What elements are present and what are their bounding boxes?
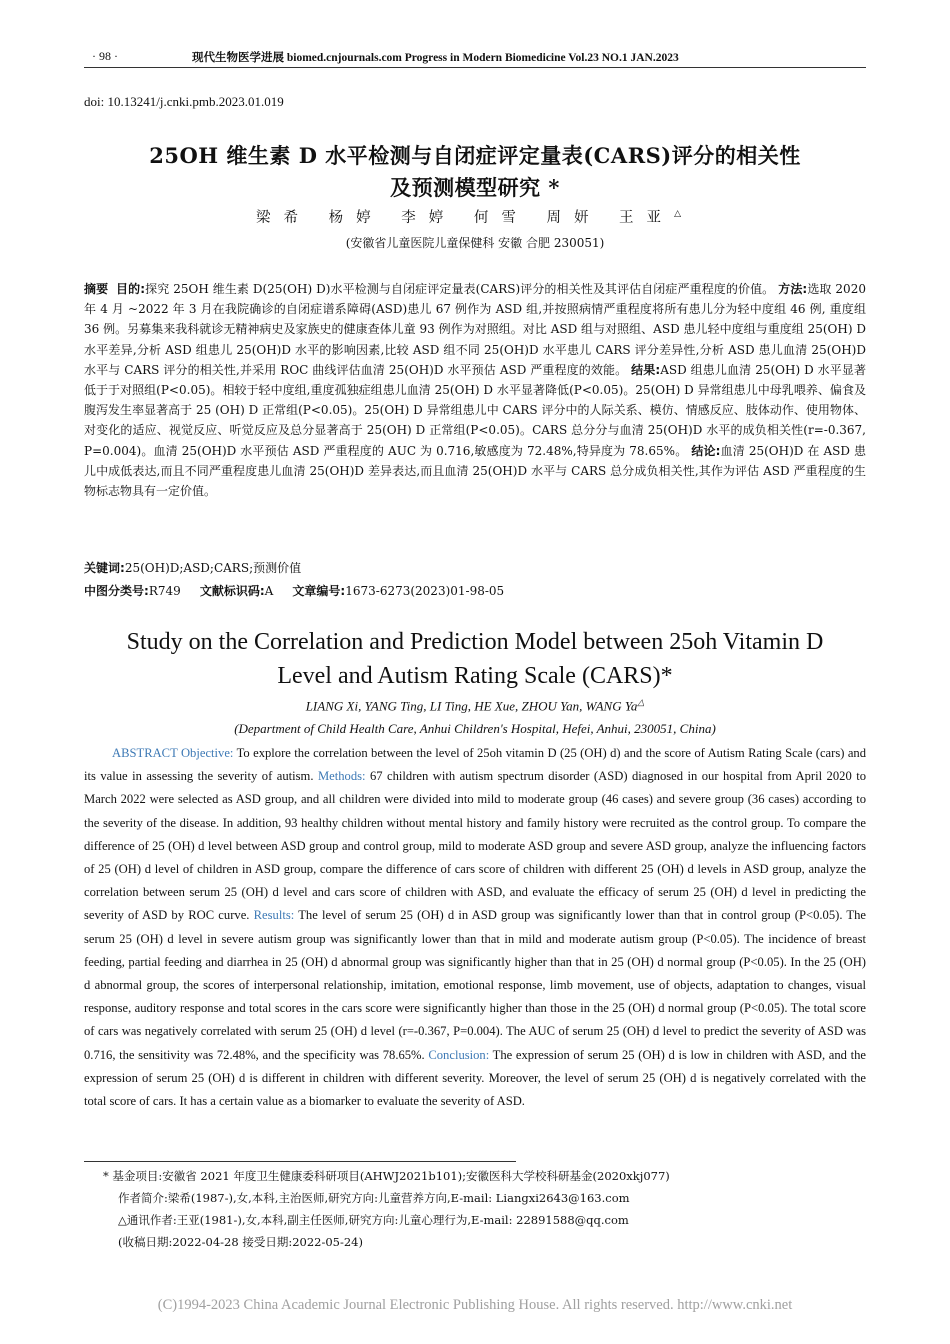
en-methods-label: Methods: bbox=[317, 769, 366, 784]
en-author-names: LIANG Xi, YANG Ting, LI Ting, HE Xue, ZHOU Yan, WANG Ya bbox=[305, 698, 638, 714]
cn-conclusion: 血清 25(OH)D 在 ASD 患儿中成低表达,而且不同严重程度患儿血清 25(OH)D 差异表达,而且血清 25(OH)D 水平与 CARS 总分成负相关性,其作为评估 ASD 严重程度的生物标志物具有一定价值。 bbox=[84, 443, 866, 499]
cn-author-names: 梁希 杨婷 李婷 何雪 周妍 王亚 bbox=[256, 210, 675, 226]
cn-title-line2: 及预测模型研究 * bbox=[390, 175, 560, 200]
running-header bbox=[84, 47, 866, 68]
doc-code-label: 文献标识码: bbox=[199, 584, 265, 598]
cn-objective: 探究 25OH 维生素 D(25(OH) D)水平检测与自闭症评定量表(CARS)评分的相关性及其评估自闭症严重程度的价值。 bbox=[145, 282, 775, 296]
footnote-divider bbox=[84, 1161, 516, 1162]
doc-code-value: A bbox=[264, 584, 274, 598]
cn-authors bbox=[0, 206, 950, 227]
en-objective: To explore the correlation between the level of 25oh vitamin D (25 (OH) d) and the score of Autism Rating Scale (cars) and its value in assessing the severity of autism. bbox=[84, 746, 867, 784]
en-abstract-label: ABSTRACT Objective: bbox=[112, 746, 234, 760]
en-author-mark: △ bbox=[637, 697, 645, 707]
article-no-label: 文章编号: bbox=[292, 584, 346, 598]
cn-conclusion-label: 结论: bbox=[691, 443, 721, 458]
article-no-value: 1673-6273(2023)01-98-05 bbox=[345, 584, 505, 598]
footnote-author-intro: 作者简介:梁希(1987-),女,本科,主治医师,研究方向:儿童营养方向,E-mail: Liangxi2643@163.com bbox=[118, 1191, 630, 1205]
en-title-line2: Level and Autism Rating Scale (CARS)* bbox=[277, 663, 673, 689]
footnote-dates: (收稿日期:2022-04-28 接受日期:2022-05-24) bbox=[118, 1235, 363, 1249]
en-affiliation: (Department of Child Health Care, Anhui Children's Hospital, Hefei, Anhui, 230051, China) bbox=[234, 721, 716, 736]
doi[interactable]: doi: 10.13241/j.cnki.pmb.2023.01.019 bbox=[84, 94, 284, 109]
cn-keywords-label: 关键词: bbox=[84, 561, 125, 575]
clc-value: R749 bbox=[148, 584, 181, 598]
journal-line: 现代生物医学进展 biomed.cnjournals.com Progress in Modern Biomedicine Vol.23 NO.1 JAN.2023 bbox=[192, 52, 679, 64]
en-methods: 67 children with autism spectrum disorder (ASD) diagnosed in our hospital from April 2020 to March 2022 were selected as ASD group, and all children were divided into mild to moderate group (46 cases) and severe group (36 cases) according to the severity of the disease. In addition, 93 healthy children without mental history and family history were recruited as the control group. To compare the difference of 25 (OH) d level between ASD group and control group, mild to moderate ASD group and severe ASD group, analyze the influencing factors of 25 (OH) d level of children in ASD group, compare the difference of cars score of children with different 25 (OH) d levels in ASD group, analyze the correlation between serum 25 (OH) d level and cars score of children with ASD, and evaluate the efficacy of serum 25 (OH) d level in predicting the severity of ASD by ROC curve. bbox=[84, 769, 866, 923]
clc-label: 中图分类号: bbox=[84, 584, 149, 598]
copyright-watermark: (C)1994-2023 China Academic Journal Electronic Publishing House. All rights reserved. http://www.cnki.net bbox=[157, 1297, 793, 1313]
cn-abstract-label: 摘要 bbox=[84, 282, 109, 296]
cn-methods-label: 方法: bbox=[778, 282, 808, 296]
page-number: · 98 · bbox=[92, 49, 118, 63]
cn-keywords bbox=[84, 558, 866, 578]
cn-results: ASD 组患儿血清 25(OH) D 水平显著低于于对照组(P<0.05)。相较于轻中度组,重度孤独症组患儿血清 25(OH) D 水平显著降低(P<0.05)。25(OH) D 异常组患儿中母乳喂养、偏食及腹泻发生率显著高于 25 (OH) D 正常组(P<0.05)。25(OH) D 异常组患儿中 CARS 评分中的人际关系、模仿、情感反应、肢体动作、使用物体、对变化的适应、视觉反应、听觉反应及总分显著高于 25(OH) D 正常组(P<0.05)。CARS 总分分与血清 25(OH)D 水平的成负相关性(r=-0.367, P=0.004)。血清 25(OH)D 水平预估 ASD 严重程度的 AUC 为 0.716,敏感度为 72.48%,特异度为 78.65%。 bbox=[84, 362, 866, 458]
cn-affiliation: (安徽省儿童医院儿童保健科 安徽 合肥 230051) bbox=[345, 236, 605, 250]
cn-author-mark: △ bbox=[674, 209, 694, 220]
en-abstract bbox=[84, 742, 866, 1113]
cn-objective-label: 目的: bbox=[116, 282, 146, 296]
en-title-line1: Study on the Correlation and Prediction Model between 25oh Vitamin D bbox=[126, 629, 824, 655]
en-results: The level of serum 25 (OH) d in ASD group was significantly lower than that in control group (P<0.05). The serum 25 (OH) d level in severe autism group was significantly lower than that in mild and moderate autism group (P<0.05). The incidence of breast feeding, partial feeding and diarrhea in 25 (OH) d abnormal group was significantly higher than that in 25 (OH) d normal group (P<0.05). In the 25 (OH) d abnormal group, the scores of interpersonal relationship, imitation, emotional response, limb movement, use of objects, adaptation to changes, visual response, auditory response and total scores in the cars score were significantly higher than those in the 25 (OH) d normal group (P<0.05). The total score of cars was negatively correlated with serum 25 (OH) d level (r=-0.367, P=0.004). The AUC of serum 25 (OH) d level to predict the severity of ASD was 0.716, the sensitivity was 72.48%, and the specificity was 78.65%. bbox=[84, 908, 867, 1062]
en-conclusion-label: Conclusion: bbox=[428, 1047, 490, 1062]
cn-keywords-value: 25(OH)D;ASD;CARS;预测价值 bbox=[124, 561, 302, 575]
cn-title-line1: 25OH 维生素 D 水平检测与自闭症评定量表(CARS)评分的相关性 bbox=[149, 143, 801, 168]
footnote-corresponding: △通讯作者:王亚(1981-),女,本科,副主任医师,研究方向:儿童心理行为,E-mail: 22891588@qq.com bbox=[118, 1213, 629, 1227]
en-authors bbox=[0, 697, 950, 714]
en-conclusion: The expression of serum 25 (OH) d is low in children with ASD, and the expression of serum 25 (OH) d is different in children with different severity. Moreover, the level of serum 25 (OH) d is negatively correlated with the total score of cars. It has a certain value as a biomarker to evaluate the severity of ASD. bbox=[84, 1047, 866, 1109]
cn-results-label: 结果: bbox=[631, 362, 661, 377]
cn-methods: 选取 2020 年 4 月 ~2022 年 3 月在我院确诊的自闭症谱系障碍(ASD)患儿 67 例作为 ASD 组,并按照病情严重程度将所有患儿分为轻中度组 46 例, 重度组 36 例。另募集来我科就诊无精神病史及家族史的健康查体儿童 93 例作为对照组。对比 ASD 组与对照组、ASD 患儿轻中度组与重度组 25(OH) D 水平差异,分析 ASD 组患儿 25(OH)D 水平的影响因素,比较 ASD 组不同 25(OH)D 水平患儿 CARS 评分差异性,分析 ASD 患儿血清 25(OH)D 水平与 CARS 评分的相关性,并采用 ROC 曲线评估血清 25(OH)D 水平预估 ASD 严重程度的效能。 bbox=[84, 282, 866, 377]
footnote-fund: * 基金项目:安徽省 2021 年度卫生健康委科研项目(AHWJ2021b101);安徽医科大学校科研基金(2020xkj077) bbox=[103, 1169, 670, 1183]
en-results-label: Results: bbox=[253, 908, 295, 923]
cn-classification bbox=[84, 581, 866, 601]
cn-abstract bbox=[84, 279, 866, 501]
